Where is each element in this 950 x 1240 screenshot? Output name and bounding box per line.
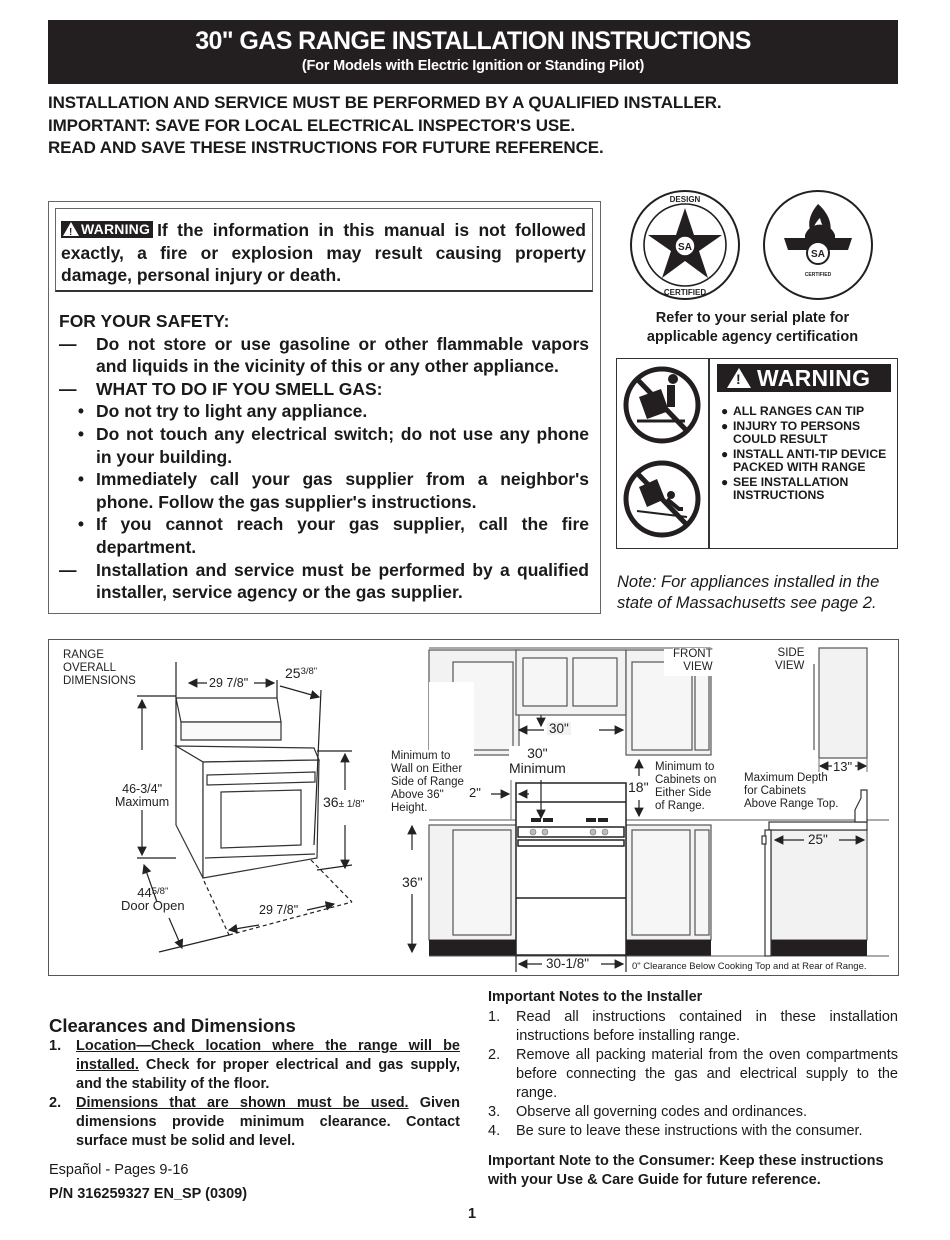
door-open-fraction: 5/8"	[151, 886, 169, 897]
width-bottom-dimension: 29 7/8"	[259, 903, 299, 917]
label-line: Minimum to	[655, 761, 715, 773]
safety-item-text: WHAT TO DO IF YOU SMELL GAS:	[96, 378, 383, 399]
max-height-dimension	[115, 783, 169, 809]
cabinet-side-label	[655, 761, 716, 813]
csa-flame-certified-logo-icon	[764, 191, 872, 299]
certification-logos	[630, 190, 880, 302]
installer-notes-title: Important Notes to the Installer	[488, 989, 703, 1005]
depth-dimension	[285, 665, 317, 680]
hood-clearance-label: Minimum	[509, 760, 566, 776]
wall-minimum-label	[391, 750, 464, 815]
range-width: 30-1/8"	[546, 956, 590, 971]
safety-item-text: Do not touch any electrical switch; do not use any phone in your building.	[96, 423, 589, 467]
safety-item	[59, 468, 589, 513]
massachusetts-note: Note: For appliances installed in the state of Massachusetts see page 2.	[617, 573, 880, 612]
bullet-icon: ●	[721, 475, 729, 489]
label-line: RANGE	[63, 649, 104, 661]
front-view-range	[516, 783, 626, 955]
safety-item	[59, 559, 589, 604]
hood-clearance	[509, 746, 566, 776]
installer-note-text: Remove all packing material from the oven compartments before connecting the gas and electrical supply to the range.	[516, 1047, 898, 1101]
counter-height: 36"	[402, 874, 423, 890]
installer-note-text: Be sure to leave these instructions with the consumer.	[516, 1123, 863, 1139]
item-number: 2.	[488, 1047, 501, 1063]
bullet-icon: ●	[721, 419, 729, 433]
svg-text:CERTIFIED: CERTIFIED	[663, 288, 707, 297]
item-number: 3.	[488, 1104, 501, 1120]
label-line: Minimum to	[391, 750, 451, 762]
warning-triangle-icon	[727, 368, 751, 388]
bullet-icon: ●	[721, 404, 729, 418]
label-line: DIMENSIONS	[63, 675, 136, 687]
tip-warning-item	[721, 420, 897, 446]
installer-note-item	[488, 1122, 898, 1141]
overall-dimensions-label	[63, 649, 136, 688]
underlined-text: Location—Check location where the range will be installed.	[76, 1038, 460, 1073]
tip-warning-item	[721, 476, 897, 502]
label-line: Above 36"	[391, 789, 444, 801]
cooktop-height-tolerance: ± 1/8"	[338, 799, 365, 810]
tip-warning-list	[721, 405, 897, 504]
label-line: OVERALL	[63, 662, 117, 674]
clearance-item-text	[76, 1094, 460, 1151]
side-view-label	[775, 647, 804, 673]
side-toe-kick	[771, 940, 867, 956]
bullet-icon: ●	[721, 447, 729, 461]
tip-warning-item	[721, 405, 897, 418]
document-subtitle: (For Models with Electric Ignition or Standing Pilot)	[301, 58, 645, 74]
item-number: 2.	[49, 1095, 62, 1111]
zero-clearance-note: 0" Clearance Below Cooking Top and at Rear of Range.	[632, 961, 867, 972]
depth-fraction: 3/8"	[300, 666, 318, 677]
label-line: VIEW	[683, 661, 713, 673]
dash-marker: —	[59, 333, 77, 354]
warning-text: If the information in this manual is not followed exactly, a fire or explosion may result causing property damage, personal injury or death.	[61, 220, 586, 285]
clearances-title: Clearances and Dimensions	[49, 1015, 296, 1036]
svg-text:SA: SA	[678, 242, 692, 253]
max-height-value: 46-3/4"	[122, 782, 163, 796]
tip-warning-item-text: INSTALL ANTI-TIP DEVICE PACKED WITH RANGE	[733, 447, 887, 474]
spanish-pages-note: Español - Pages 9-16	[49, 1162, 189, 1178]
label-line: Either Side	[655, 787, 712, 799]
svg-text:SA: SA	[811, 249, 825, 260]
tip-warning-item-text: ALL RANGES CAN TIP	[733, 404, 865, 418]
tip-warning-header	[717, 364, 891, 392]
label-line: for Cabinets	[744, 785, 807, 797]
toe-kick-left	[429, 940, 519, 956]
safety-item	[59, 378, 589, 401]
caption-line-1: Refer to your serial plate for	[655, 310, 850, 326]
clearance-item	[49, 1037, 460, 1094]
label-line: Above Range Top.	[744, 798, 839, 810]
svg-text:DESIGN: DESIGN	[669, 195, 701, 204]
tip-warning-item	[721, 448, 897, 474]
clearances-list	[49, 1037, 460, 1151]
upper-cabinet-depth: 13"	[833, 759, 853, 774]
door-open-dimension	[121, 885, 185, 912]
label-line: Wall on Either	[391, 763, 463, 775]
cabinet-gap-width: 30"	[549, 721, 569, 736]
safety-item	[59, 513, 589, 558]
label-line: FRONT	[673, 648, 713, 660]
upper-depth-label	[744, 772, 838, 811]
document-title-banner	[48, 20, 898, 84]
dash-marker: —	[59, 559, 77, 580]
notice-line-1: INSTALLATION AND SERVICE MUST BE PERFORMED BY A QUALIFIED INSTALLER.	[48, 93, 722, 112]
installer-note-item	[488, 1103, 898, 1122]
installer-note-text: Read all instructions contained in these installation instructions before installing range.	[516, 1009, 898, 1044]
notice-line-3: READ AND SAVE THESE INSTRUCTIONS FOR FUTURE REFERENCE.	[48, 138, 604, 157]
label-line: VIEW	[775, 660, 805, 672]
item-number: 1.	[49, 1038, 62, 1054]
anti-tip-warning-box	[616, 358, 898, 549]
safety-item-text: Do not store or use gasoline or other flammable vapors and liquids in the vicinity of this or any other appliance.	[96, 333, 589, 377]
bullet-marker: •	[77, 469, 84, 490]
tip-warning-title: WARNING	[757, 365, 871, 391]
document-title: 30" GAS RANGE INSTALLATION INSTRUCTIONS	[195, 27, 751, 55]
cabinet-side-value: 18"	[628, 779, 649, 795]
item-number: 1.	[488, 1009, 501, 1025]
certification-caption	[615, 309, 890, 347]
clearance-item-text	[76, 1037, 460, 1094]
safety-item	[59, 423, 589, 468]
safety-item-text: Immediately call your gas supplier from a neighbor's phone. Follow the gas supplier's instructions.	[96, 469, 589, 512]
safety-item-text: Installation and service must be performed by a qualified installer, service agency or the gas supplier.	[96, 559, 589, 603]
label-line: of Range.	[655, 800, 705, 812]
notice-line-2: IMPORTANT: SAVE FOR LOCAL ELECTRICAL INSPECTOR'S USE.	[48, 115, 576, 135]
clearance-item	[49, 1094, 460, 1151]
range-tipping-prohibited-icon	[626, 369, 698, 441]
tip-warning-item-text: SEE INSTALLATION INSTRUCTIONS	[733, 475, 849, 502]
underlined-text: Dimensions that are shown must be used.	[76, 1095, 409, 1111]
svg-text:CERTIFIED: CERTIFIED	[804, 272, 832, 278]
label-line: Cabinets on	[655, 774, 717, 786]
door-open-main: 44	[137, 885, 152, 900]
design-certified-star-logo-icon	[631, 191, 739, 299]
warning-tag-label: WARNING	[81, 221, 151, 237]
bullet-marker: •	[77, 401, 84, 422]
label-line: SIDE	[777, 647, 805, 659]
label-line: Height.	[391, 802, 428, 814]
dash-marker: —	[59, 378, 77, 399]
safety-item	[59, 333, 589, 378]
child-climbing-prohibited-icon	[626, 463, 698, 535]
page-number: 1	[468, 1206, 477, 1222]
caption-line-2: applicable agency certification	[646, 329, 859, 345]
part-number: P/N 316259327 EN_SP (0309)	[49, 1186, 248, 1202]
wall-minimum-value: 2"	[469, 785, 481, 800]
bullet-marker: •	[77, 423, 84, 444]
tip-warning-item-text: INJURY TO PERSONS COULD RESULT	[733, 419, 861, 446]
installer-note-text: Observe all governing codes and ordinances.	[516, 1104, 807, 1120]
item-rest-text: Check for proper electrical and gas supply, and the stability of the floor.	[76, 1057, 460, 1092]
installer-note-item	[488, 1008, 898, 1046]
warning-tag	[61, 221, 153, 238]
installer-note-item	[488, 1046, 898, 1103]
item-number: 4.	[488, 1123, 501, 1139]
cooktop-height-dimension	[323, 796, 364, 811]
warning-triangle-icon	[63, 222, 79, 236]
safety-warning-box	[48, 201, 601, 614]
depth-main: 25	[285, 665, 301, 681]
counter-depth: 25"	[808, 832, 828, 847]
safety-item-text: If you cannot reach your gas supplier, call the fire department.	[96, 514, 589, 557]
installer-notes-list	[488, 1008, 898, 1141]
door-open-label: Door Open	[121, 898, 185, 913]
label-line: Maximum Depth	[744, 772, 828, 784]
front-view-label	[673, 648, 713, 674]
tip-box-divider	[708, 359, 710, 548]
installer-notice	[48, 92, 908, 160]
safety-item	[59, 400, 589, 423]
safety-list	[59, 310, 589, 604]
safety-heading: FOR YOUR SAFETY:	[59, 311, 230, 331]
safety-item-text: Do not try to light any appliance.	[96, 401, 368, 422]
width-top-dimension: 29 7/8"	[209, 676, 249, 690]
consumer-note: Important Note to the Consumer: Keep these instructions with your Use & Care Guide for future reference.	[488, 1153, 884, 1188]
bullet-marker: •	[77, 514, 84, 535]
label-line: Side of Range	[391, 776, 464, 788]
hood-clearance-value: 30"	[527, 745, 548, 761]
toe-kick-right	[626, 940, 711, 956]
item-rest-text: Given dimensions provide minimum clearance. Contact surface must be solid and level.	[76, 1095, 461, 1149]
max-height-label: Maximum	[115, 795, 170, 809]
cooktop-height-main: 36	[323, 794, 339, 810]
range-isometric-drawing	[176, 698, 319, 878]
dimensions-diagram	[48, 639, 899, 976]
fire-explosion-warning	[55, 208, 593, 292]
